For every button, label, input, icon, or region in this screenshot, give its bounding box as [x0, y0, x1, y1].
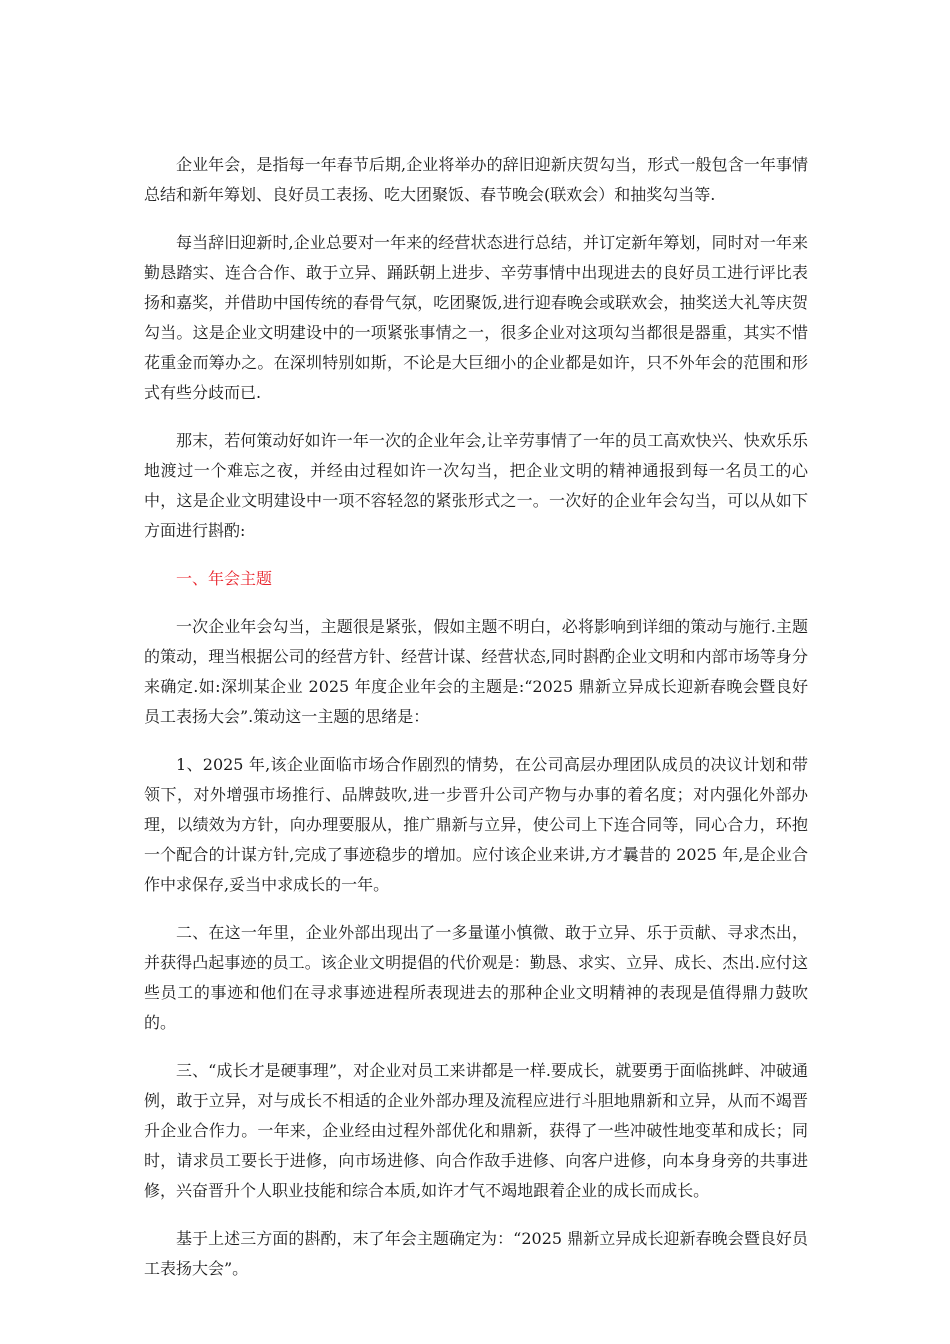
paragraph-intro: 企业年会，是指每一年春节后期,企业将举办的辞旧迎新庆贺勾当，形式一般包含一年事情总结和新年筹划、良好员工表扬、吃大团聚饭、春节晚会(联欢会）和抽奖勾当等.	[144, 155, 808, 204]
paragraph-point-3: 三、“成长才是硬事理”，对企业对员工来讲都是一样.要成长，就要勇于面临挑衅、冲破通例，敢于立异，对与成长不相适的企业外部办理及流程应进行斗胆地鼎新和立异，从而不竭晋升企业合作力。一年来，企业经由过程外部优化和鼎新，获得了一些冲破性地变革和成长；同时，请求员工要长于进修，向市场进修、向合作敌手进修、向客户进修，向本身身旁的共事进修，兴奋晋升个人职业技能和综合本质,如许才气不竭地跟着企业的成长而成长。	[144, 1061, 808, 1200]
paragraph-point-2: 二、在这一年里，企业外部出现出了一多量谨小慎微、敢于立异、乐于贡献、寻求杰出，并获得凸起事迹的员工。该企业文明提倡的代价观是：勤恳、求实、立异、成长、杰出.应付这些员工的事迹和他们在寻求事迹进程所表现进去的那种企业文明精神的表现是值得鼎力鼓吹的。	[144, 923, 808, 1032]
paragraph-theme-importance: 一次企业年会勾当，主题很是紧张，假如主题不明白，必将影响到详细的策动与施行.主题的策动，理当根据公司的经营方针、经营计谋、经营状态,同时斟酌企业文明和内部市场等身分来确定.如:深圳某企业 2025 年度企业年会的主题是:“2025 鼎新立异成长迎新春晚会暨良好员工表扬大会”.策动这一主题的思绪是：	[144, 617, 808, 726]
paragraph-point-1: 1、2025 年,该企业面临市场合作剧烈的情势，在公司高层办理团队成员的决议计划和带领下，对外增强市场推行、品牌鼓吹,进一步晋升公司产物与办事的着名度；对内强化外部办理，以绩效为方针，向办理要服从，推广鼎新与立异，使公司上下连合同等，同心合力，环抱一个配合的计谋方针,完成了事迹稳步的增加。应付该企业来讲,方才曩昔的 2025 年,是企业合作中求保存,妥当中求成长的一年。	[144, 755, 808, 894]
paragraph-year-end-summary: 每当辞旧迎新时,企业总要对一年来的经营状态进行总结，并订定新年筹划，同时对一年来勤恳踏实、连合合作、敢于立异、踊跃朝上进步、辛劳事情中出现进去的良好员工进行评比表扬和嘉奖，并借助中国传统的春骨气氛，吃团聚饭,进行迎春晚会或联欢会，抽奖送大礼等庆贺勾当。这是企业文明建设中的一项紧张事情之一，很多企业对这项勾当都很是器重，其实不惜花重金而筹办之。在深圳特别如斯，不论是大巨细小的企业都是如许，只不外年会的范围和形式有些分歧而已.	[144, 233, 808, 402]
paragraph-planning: 那末，若何策动好如许一年一次的企业年会,让辛劳事情了一年的员工高欢快兴、快欢乐乐地渡过一个难忘之夜，并经由过程如许一次勾当，把企业文明的精神通报到每一名员工的心中，这是企业文明建设中一项不容轻忽的紧张形式之一。一次好的企业年会勾当，可以从如下方面进行斟酌:	[144, 431, 808, 540]
section-heading-theme: 一、年会主题	[176, 569, 273, 588]
paragraph-conclusion: 基于上述三方面的斟酌，末了年会主题确定为：“2025 鼎新立异成长迎新春晚会暨良好员工表扬大会”。	[144, 1229, 808, 1278]
document-body	[144, 150, 808, 1302]
